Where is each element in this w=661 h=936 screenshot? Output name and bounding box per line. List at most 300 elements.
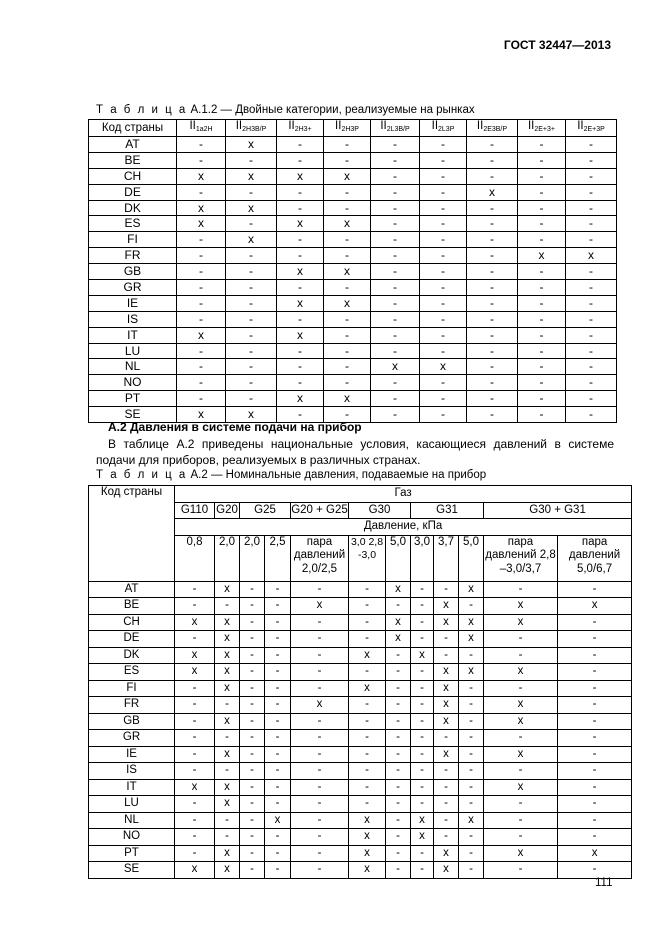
table-cell: - [420,311,467,327]
table-cell: - [240,862,265,879]
table-cell: - [277,248,324,264]
table-row [89,796,632,813]
table-cell: - [558,730,632,747]
table-cell: - [175,730,215,747]
table-cell: x [434,713,459,730]
table-cell: - [291,664,349,681]
category-base: II [335,120,342,132]
table-cell: - [240,845,265,862]
table-cell: x [177,216,226,232]
table-cell: - [324,343,371,359]
table-row [89,598,632,615]
table-cell: - [240,647,265,664]
table-row [89,311,617,327]
table-cell: - [467,264,518,280]
table-cell: x [459,614,484,631]
table-cell: - [467,359,518,375]
table-cell: x [349,845,386,862]
table-cell: - [518,375,566,391]
table-cell: - [265,598,291,615]
table-cell: - [566,295,617,311]
country-code: DE [89,184,177,200]
country-code: DK [89,200,177,216]
category-header [324,120,371,137]
table-cell: - [371,391,420,407]
table-cell: - [291,647,349,664]
category-header [371,120,420,137]
table-cell: - [371,375,420,391]
table-cell: - [277,280,324,296]
pressure-value: 2,0 [240,535,265,581]
table-cell: x [324,168,371,184]
table-cell: - [371,152,420,168]
table-cell: - [434,730,459,747]
table-cell: - [240,581,265,598]
table-cell: - [411,664,434,681]
table-cell: x [484,746,558,763]
table-cell: - [467,295,518,311]
table-cell: - [484,730,558,747]
table-cell: - [291,862,349,879]
table-cell: - [386,812,411,829]
table-cell: - [265,845,291,862]
category-header [277,120,324,137]
table-row [89,763,632,780]
table-cell: - [177,375,226,391]
table-cell: - [566,264,617,280]
country-code: LU [89,343,177,359]
table-cell: - [349,746,386,763]
table-cell: - [558,581,632,598]
table-cell: - [434,631,459,648]
table-cell: - [265,862,291,879]
table-cell: - [277,343,324,359]
country-code: FI [89,680,175,697]
country-code: IS [89,311,177,327]
table-cell: - [371,137,420,153]
table-cell: x [371,359,420,375]
table-cell: x [434,862,459,879]
table-cell: - [566,168,617,184]
table-cell: x [175,664,215,681]
table-cell: - [467,248,518,264]
table-cell: - [240,779,265,796]
table-cell: - [566,137,617,153]
table-cell: - [349,697,386,714]
table-cell: - [177,343,226,359]
table-row [89,647,632,664]
country-code: AT [89,137,177,153]
table-cell: - [291,730,349,747]
table-cell: - [349,664,386,681]
table-cell: - [324,280,371,296]
table-cell: - [240,763,265,780]
table-cell: - [411,680,434,697]
table-cell: x [434,598,459,615]
table-row [89,375,617,391]
table-cell: - [467,343,518,359]
table-cell: - [265,730,291,747]
table-cell: - [484,812,558,829]
table-cell: - [175,598,215,615]
gas-g110: G110 [175,502,215,519]
table-cell: - [518,311,566,327]
table-cell: - [324,327,371,343]
table-cell: x [175,779,215,796]
table-cell: - [420,327,467,343]
table-cell: - [459,845,484,862]
category-base: II [577,120,584,132]
dual-categories-table [88,119,617,423]
table-cell: x [215,631,240,648]
table-cell: - [411,763,434,780]
table-cell: - [386,647,411,664]
country-code: NL [89,812,175,829]
country-code: NL [89,359,177,375]
table-cell: - [177,184,226,200]
table-cell: - [291,796,349,813]
table-row [89,614,632,631]
table-cell: - [226,264,277,280]
table-cell: - [484,796,558,813]
table-cell: - [518,359,566,375]
country-code: PT [89,845,175,862]
table-cell: x [277,295,324,311]
table-cell: - [226,295,277,311]
table-cell: - [265,581,291,598]
table-cell: x [434,614,459,631]
table-row [89,168,617,184]
table-cell: - [291,680,349,697]
table-cell: x [177,407,226,423]
country-code: NO [89,375,177,391]
table-cell: - [484,862,558,879]
table-cell: - [459,796,484,813]
category-base: II [189,120,196,132]
table-cell: - [459,713,484,730]
table-cell: x [277,216,324,232]
table-cell: - [566,216,617,232]
table-cell: - [349,763,386,780]
table-cell: x [349,680,386,697]
table-cell: - [371,216,420,232]
table-cell: - [175,631,215,648]
table-cell: - [371,232,420,248]
table-row [89,184,617,200]
table-cell: x [215,647,240,664]
country-code: CH [89,168,177,184]
table1-caption-prefix: Т а б л и ц а [96,104,188,116]
table-cell: x [175,647,215,664]
table-cell: - [411,779,434,796]
gas-g20-g25: G20 + G25 [291,502,349,519]
table-cell: - [467,232,518,248]
table-cell: x [226,407,277,423]
table-cell: - [324,184,371,200]
table-cell: x [277,391,324,407]
table-cell: - [484,680,558,697]
table-cell: - [386,746,411,763]
table-cell: - [175,812,215,829]
category-sub: 2H3B/P [242,126,267,133]
table-cell: x [175,614,215,631]
table-cell: - [324,359,371,375]
table-cell: - [240,812,265,829]
pressure-value: пара давлений 2,8 –3,0/3,7 [484,535,558,581]
table-cell: - [467,152,518,168]
table-cell: - [411,730,434,747]
table-cell: x [277,264,324,280]
table-cell: - [291,614,349,631]
table-cell: - [291,581,349,598]
table-cell: - [558,680,632,697]
table-cell: - [411,614,434,631]
country-code: PT [89,391,177,407]
table-cell: - [265,697,291,714]
table-cell: - [277,200,324,216]
table-cell: - [371,327,420,343]
table-cell: - [518,343,566,359]
table-cell: - [175,796,215,813]
table1-caption-text: А.1.2 — Двойные категории, реализуемые на рынках [190,104,475,116]
table-row [89,631,632,648]
table-cell: - [265,614,291,631]
table-cell: - [175,845,215,862]
country-code: SE [89,862,175,879]
table-cell: - [277,137,324,153]
table-cell: - [420,407,467,423]
country-code: IS [89,763,175,780]
table-cell: - [518,280,566,296]
category-base: II [476,120,484,132]
table-cell: - [411,581,434,598]
table-cell: - [558,746,632,763]
table-cell: - [215,829,240,846]
table-cell: - [484,647,558,664]
table-row [89,845,632,862]
table-cell: - [177,232,226,248]
table-cell: - [371,280,420,296]
table-cell: x [484,598,558,615]
country-code: FR [89,697,175,714]
table-cell: x [215,862,240,879]
table1-caption [96,104,475,116]
table-cell: x [558,845,632,862]
table-cell: - [566,407,617,423]
country-code: IT [89,779,175,796]
table-cell: x [349,862,386,879]
table-cell: - [411,697,434,714]
pressure-header: Давление, кПа [175,519,632,536]
table-cell: - [177,391,226,407]
table2-caption-prefix: Т а б л и ц а [96,469,188,481]
table-cell: - [240,829,265,846]
country-code: AT [89,581,175,598]
table-cell: - [484,763,558,780]
table-row [89,137,617,153]
table-cell: - [467,391,518,407]
table-cell: - [215,730,240,747]
table-cell: - [467,137,518,153]
table-cell: - [420,216,467,232]
table-cell: - [277,232,324,248]
table-cell: - [349,631,386,648]
country-code: GR [89,280,177,296]
category-base: II [380,120,387,132]
country-code: SE [89,407,177,423]
table-cell: x [324,216,371,232]
table-cell: - [240,697,265,714]
gas-g30: G30 [349,502,411,519]
table-cell: - [558,812,632,829]
table-cell: - [518,168,566,184]
table-cell: - [386,845,411,862]
table-cell: - [240,598,265,615]
category-base: II [235,120,243,132]
table-cell: x [226,232,277,248]
table-cell: - [420,391,467,407]
table-cell: - [459,862,484,879]
table-cell: - [484,631,558,648]
table-cell: - [215,697,240,714]
table-cell: - [518,295,566,311]
country-code: FR [89,248,177,264]
table-cell: x [291,697,349,714]
pressure-value: пара давлений 5,0/6,7 [558,535,632,581]
table-row [89,581,632,598]
table2-caption-text: А.2 — Номинальные давления, подаваемые на прибор [190,469,487,481]
table-cell: - [467,168,518,184]
table-cell: - [371,407,420,423]
table-cell: - [215,763,240,780]
table-cell: - [240,631,265,648]
category-header [226,120,277,137]
table-cell: - [265,631,291,648]
table-cell: - [215,598,240,615]
table-cell: - [277,152,324,168]
table-cell: x [215,680,240,697]
table-cell: x [215,845,240,862]
table-cell: - [518,264,566,280]
table-row [89,343,617,359]
table-cell: x [459,631,484,648]
table-cell: - [386,763,411,780]
document-code: ГОСТ 32447—2013 [503,38,611,52]
page-number: 111 [595,877,613,889]
table-cell: - [291,779,349,796]
table-cell: - [277,407,324,423]
gas-g31: G31 [411,502,484,519]
table-cell: x [467,184,518,200]
category-sub: 2E+3P [583,126,605,133]
table-cell: - [291,631,349,648]
table-cell: - [411,862,434,879]
table-cell: - [371,264,420,280]
country-code: BE [89,152,177,168]
table-cell: - [386,664,411,681]
table-cell: - [226,216,277,232]
table-cell: - [291,812,349,829]
table-row [89,697,632,714]
table-cell: - [558,664,632,681]
table-cell: - [324,248,371,264]
table-cell: - [177,280,226,296]
country-code: ES [89,664,175,681]
table-cell: - [349,598,386,615]
table-cell: - [349,779,386,796]
table-cell: - [265,829,291,846]
table-cell: - [226,184,277,200]
table-cell: - [386,829,411,846]
table-cell: - [349,614,386,631]
table-cell: - [386,697,411,714]
pressure-value: 3,7 [434,535,459,581]
category-base: II [431,120,439,132]
table-row [89,248,617,264]
table-cell: - [558,631,632,648]
table-cell: x [215,713,240,730]
table-cell: - [518,391,566,407]
table-row [89,264,617,280]
category-sub: 2E3B/P [483,126,508,133]
table-cell: - [371,311,420,327]
table-cell: - [265,763,291,780]
table-cell: x [349,812,386,829]
table-cell: x [434,664,459,681]
table-cell: x [386,581,411,598]
table-cell: - [277,375,324,391]
table-cell: - [265,779,291,796]
country-code: DE [89,631,175,648]
table-cell: - [566,200,617,216]
table-cell: - [226,280,277,296]
table-row [89,680,632,697]
table-cell: x [324,264,371,280]
table-row [89,391,617,407]
table-cell: - [558,647,632,664]
table-cell: x [518,248,566,264]
gas-g30-g31: G30 + G31 [484,502,632,519]
table-cell: - [411,746,434,763]
table1-header-row [89,120,617,137]
table-cell: - [177,152,226,168]
table-cell: - [386,598,411,615]
table-cell: - [420,184,467,200]
table-cell: x [411,647,434,664]
table-cell: x [411,812,434,829]
table-cell: - [291,829,349,846]
category-sub: 2L3P [438,126,455,133]
table-cell: - [175,697,215,714]
table-cell: x [349,829,386,846]
table-row [89,812,632,829]
table-cell: - [566,280,617,296]
table-cell: x [566,248,617,264]
table-cell: - [277,184,324,200]
table-cell: - [467,200,518,216]
table-cell: - [566,184,617,200]
table-cell: - [226,343,277,359]
table-cell: - [324,311,371,327]
country-code: LU [89,796,175,813]
table-cell: - [566,359,617,375]
table-cell: x [265,812,291,829]
table-cell: - [459,680,484,697]
country-code: CH [89,614,175,631]
category-header [467,120,518,137]
table-cell: - [467,311,518,327]
gas-g25: G25 [240,502,291,519]
